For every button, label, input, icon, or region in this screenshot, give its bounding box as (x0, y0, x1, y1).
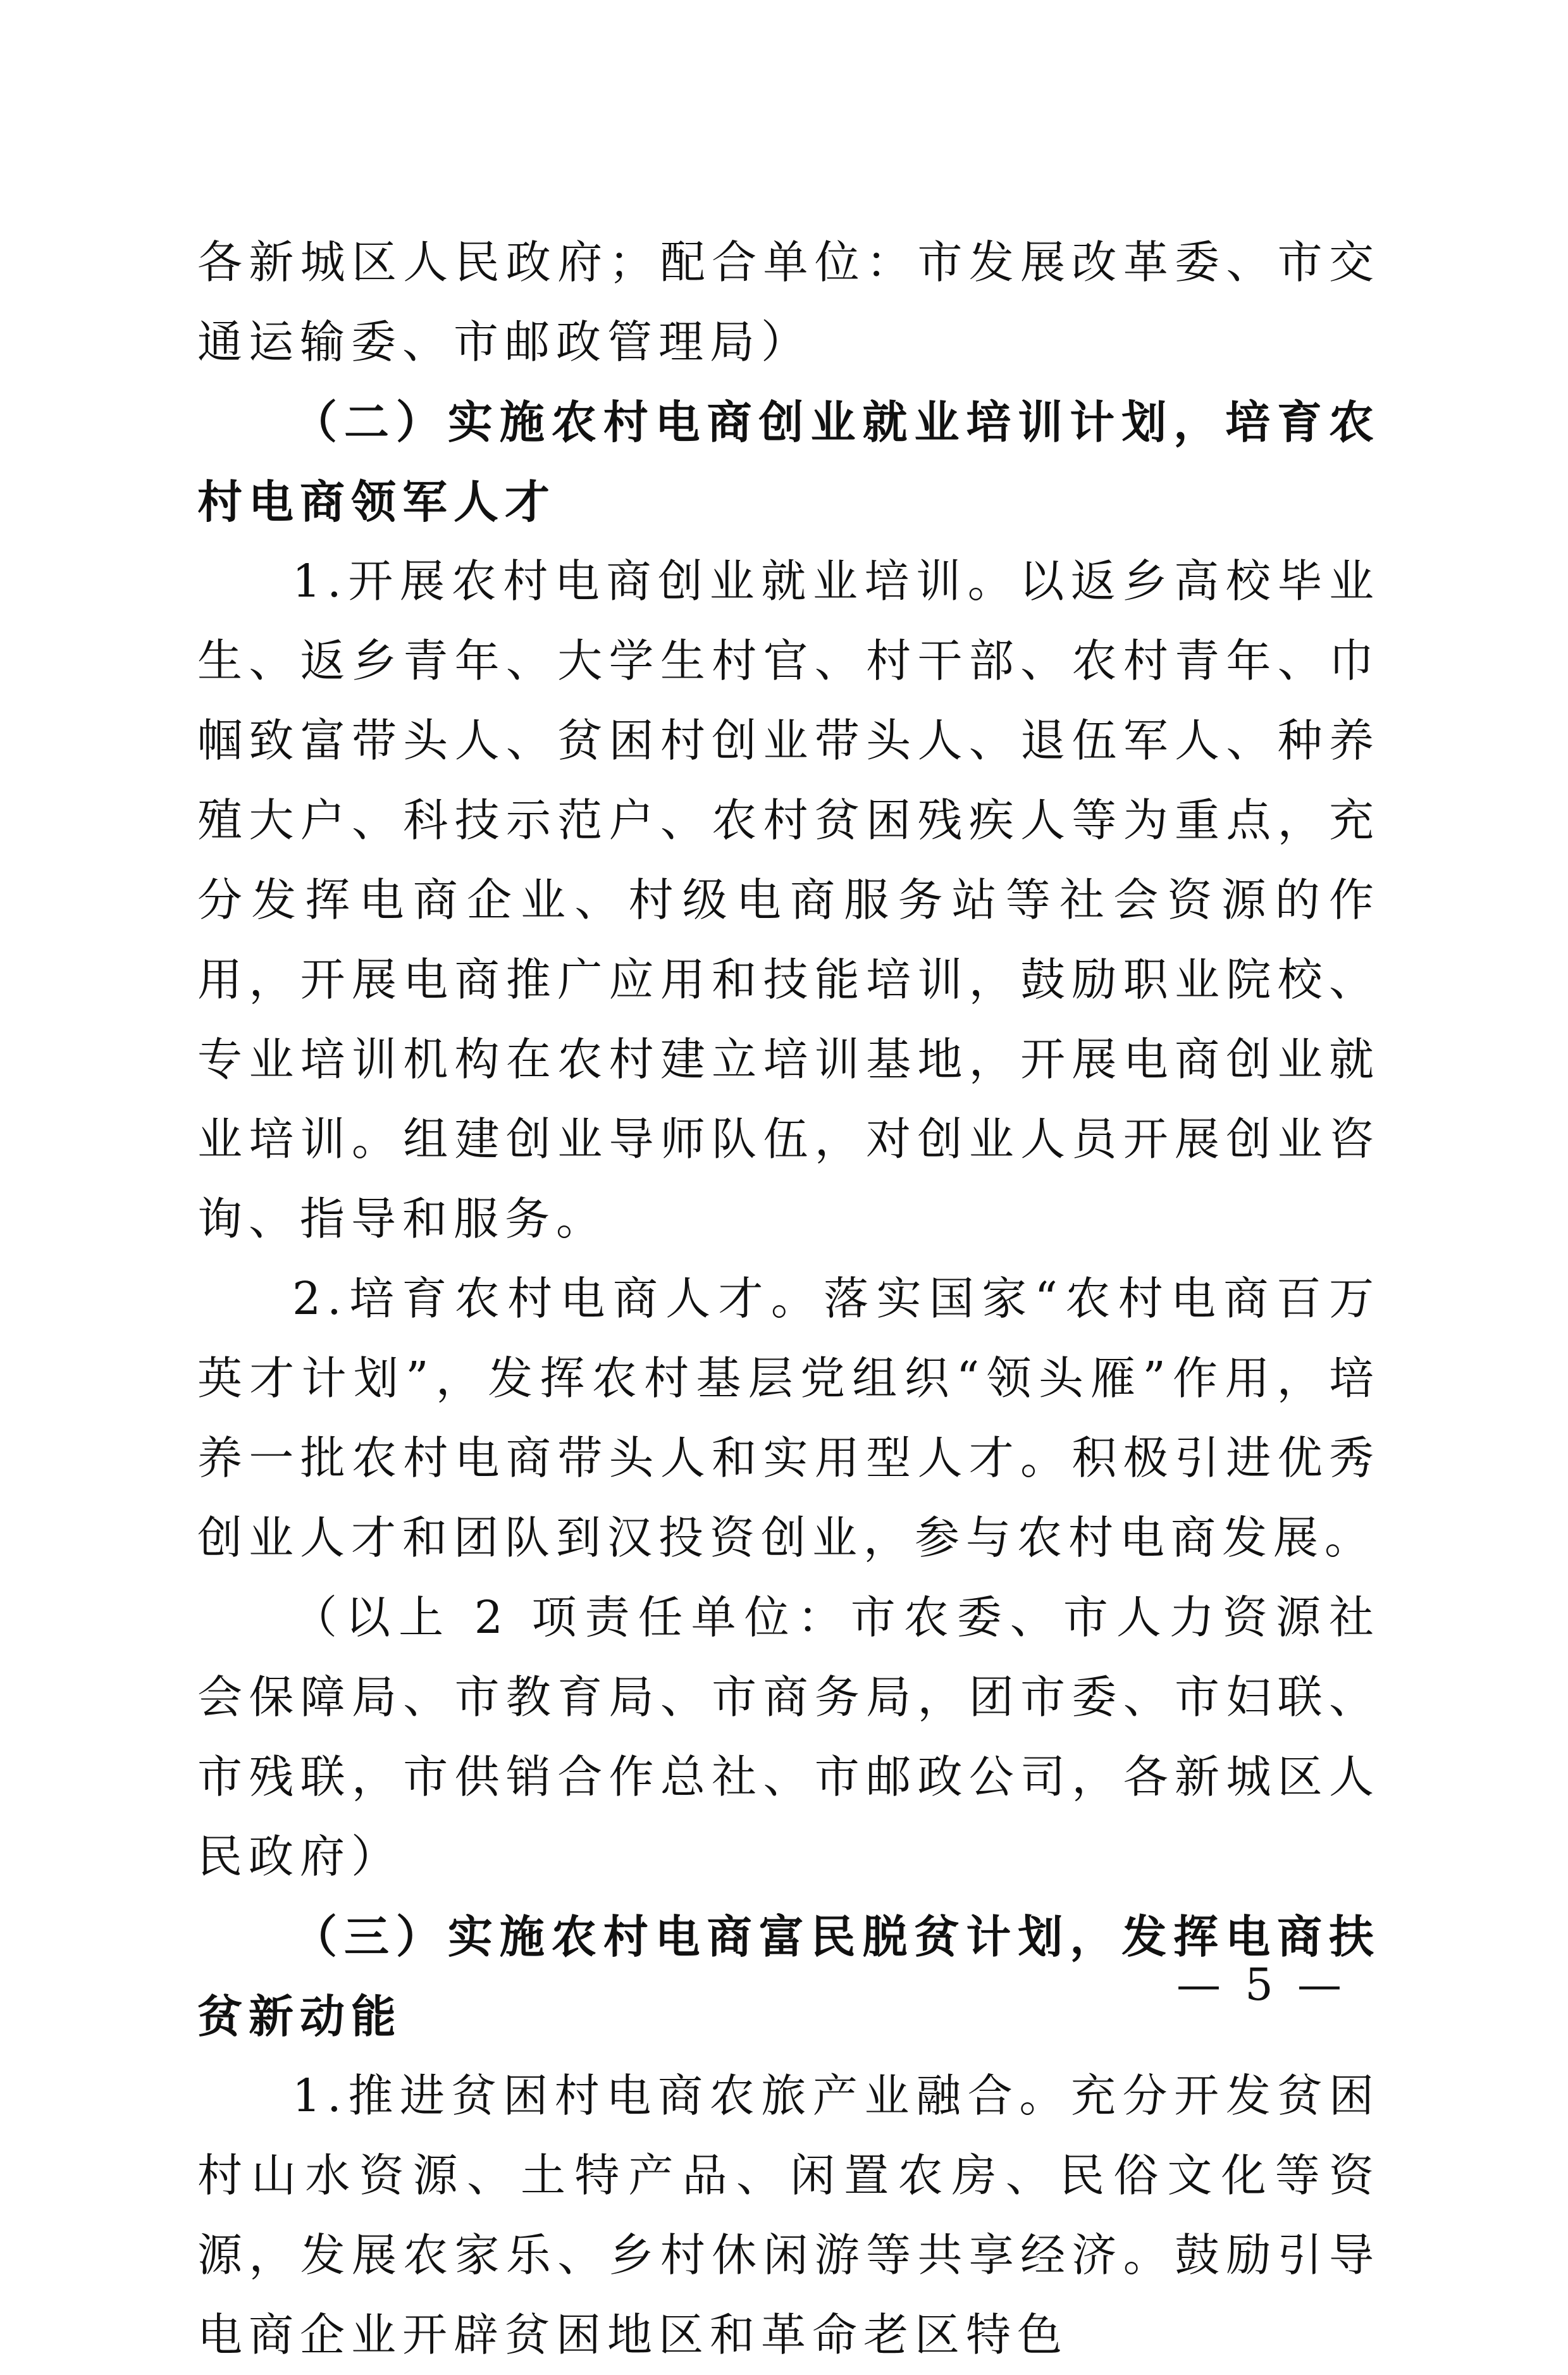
section-heading-3: （三）实施农村电商富民脱贫计划，发挥电商扶贫新动能 (197, 1910, 1380, 2043)
paragraph-poverty-village: 1.推进贫困村电商农旅产业融合。充分开发贫困村山水资源、土特产品、闲置农房、民俗文化等资源，发展农家乐、乡村休闲游等共享经济。鼓励引导电商企业开辟贫困地区和革命老区特色 (197, 2069, 1380, 2361)
page-number: — 5 — (1176, 1959, 1347, 2011)
section-heading-2: （二）实施农村电商创业就业培训计划，培育农村电商领军人才 (197, 395, 1380, 528)
paragraph-training: 1.开展农村电商创业就业培训。以返乡高校毕业生、返乡青年、大学生村官、村干部、农村青年、巾帼致富带头人、贫困村创业带头人、退伍军人、种养殖大户、科技示范户、农村贫困残疾人等为重点，充分发挥电商企业、村级电商服务站等社会资源的作用，开展电商推广应用和技能培训，鼓励职业院校、专业培训机构在农村建立培训基地，开展电商创业就业培训。组建创业导师队伍，对创业人员开展创业咨询、指导和服务。 (197, 555, 1380, 1245)
paragraph-responsible-units: （以上 2 项责任单位：市农委、市人力资源社会保障局、市教育局、市商务局，团市委、市妇联、市残联，市供销合作总社、市邮政公司，各新城区人民政府） (197, 1591, 1380, 1883)
paragraph-talent: 2.培育农村电商人才。落实国家“农村电商百万英才计划”，发挥农村基层党组织“领头雁”作用，培养一批农村电商带头人和实用型人才。积极引进优秀创业人才和团队到汉投资创业，参与农村电商发展。 (197, 1272, 1380, 1564)
paragraph-continuation: 各新城区人民政府；配合单位：市发展改革委、市交通运输委、市邮政管理局） (197, 236, 1380, 368)
document-body (197, 223, 1380, 2375)
